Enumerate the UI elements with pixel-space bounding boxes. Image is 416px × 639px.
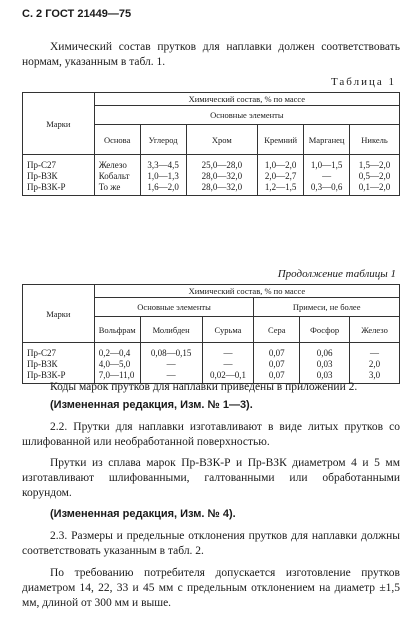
table-cell: Пр-С27	[23, 343, 95, 359]
table-cell: 2,0	[350, 358, 400, 369]
table-cell: 0,03	[300, 358, 350, 369]
table1	[22, 92, 400, 196]
table-row	[23, 181, 400, 196]
table-cell: 3,0	[350, 369, 400, 384]
table1b-col-header: Фосфор	[300, 317, 350, 343]
table-cell: 1,0—1,5	[304, 155, 350, 171]
paragraph-2-2: 2.2. Прутки для наплавки изготавливают в виде литых прутков со шлифованной или необработанной поверхностью.	[22, 421, 400, 448]
table1b-col-header: Молибден	[140, 317, 202, 343]
table-cell: 2,0—2,7	[258, 170, 304, 181]
table1b-impurities-header: Примеси, не более	[254, 298, 400, 317]
table-cell: —	[350, 343, 400, 359]
table-cell: 0,3—0,6	[304, 181, 350, 196]
table-cell: 0,08—0,15	[140, 343, 202, 359]
table1-caption: Таблица 1	[330, 76, 396, 88]
table1b-main-header: Основные элементы	[94, 298, 254, 317]
table-cell: 1,6—2,0	[140, 181, 186, 196]
table1b-caption: Продолжение таблицы 1	[277, 268, 396, 280]
table-cell: 0,07	[254, 343, 300, 359]
intro-paragraph: Химический состав прутков для наплавки должен соответствовать нормам, указанным в табл. 1.	[22, 41, 400, 68]
table-cell: 0,2—0,4	[94, 343, 140, 359]
table-cell: Пр-С27	[23, 155, 95, 171]
table-cell: 4,0—5,0	[94, 358, 140, 369]
table-cell: 28,0—32,0	[186, 181, 258, 196]
table-cell: —	[140, 358, 202, 369]
table-row	[23, 155, 400, 171]
paragraph-customer-request: По требованию потребителя допускается изготовление прутков диаметром 14, 22, 33 и 45 мм с предельным отклонением на диаметр ±1,5 мм, длиной от 300 мм и выше.	[22, 567, 400, 609]
table1-col-header: Кремний	[258, 125, 304, 155]
table-cell: —	[202, 358, 254, 369]
table-cell: 25,0—28,0	[186, 155, 258, 171]
table1-col-header: Никель	[350, 125, 400, 155]
table-cell: Железо	[94, 155, 140, 171]
table-cell: 28,0—32,0	[186, 170, 258, 181]
table-cell: 0,02—0,1	[202, 369, 254, 384]
table-cell: 0,07	[254, 358, 300, 369]
table-row	[23, 358, 400, 369]
table1b-chem-header: Химический состав, % по массе	[94, 285, 399, 298]
table-cell: 1,2—1,5	[258, 181, 304, 196]
table-cell: 1,0—1,3	[140, 170, 186, 181]
table-cell: —	[140, 369, 202, 384]
table-cell: 0,03	[300, 369, 350, 384]
table1-main-header: Основные элементы	[94, 106, 399, 125]
table-cell: —	[202, 343, 254, 359]
table1-col-header: Хром	[186, 125, 258, 155]
table-row	[23, 170, 400, 181]
table-cell: 0,5—2,0	[350, 170, 400, 181]
table-cell: Кобальт	[94, 170, 140, 181]
table1-col-header: Углерод	[140, 125, 186, 155]
table-cell: Пр-ВЗК	[23, 358, 95, 369]
table-cell: Пр-ВЗК	[23, 170, 95, 181]
table1-col-header: Марганец	[304, 125, 350, 155]
paragraph-alloy-rods: Прутки из сплава марок Пр-ВЗК-Р и Пр-ВЗК диаметром 4 и 5 мм изготавливают шлифованными, галтованными или обработанными корундом.	[22, 457, 400, 499]
table-cell: Пр-ВЗК-Р	[23, 369, 95, 384]
table1-continued	[22, 284, 400, 384]
table-cell: 3,3—4,5	[140, 155, 186, 171]
table-cell: То же	[94, 181, 140, 196]
revision-note-2: (Измененная редакция, Изм. № 4).	[50, 508, 236, 520]
table-cell: 1,5—2,0	[350, 155, 400, 171]
page-header: С. 2 ГОСТ 21449—75	[22, 8, 132, 20]
table-cell: —	[304, 170, 350, 181]
table1b-marka-header: Марки	[23, 285, 95, 343]
table1-marka-header: Марки	[23, 93, 95, 155]
paragraph-codes: Коды марок прутков для наплавки приведены в приложении 2.	[50, 381, 358, 393]
table1b-col-header: Вольфрам	[94, 317, 140, 343]
table1-chem-header: Химический состав, % по массе	[94, 93, 399, 106]
table-cell: 0,07	[254, 369, 300, 384]
table1b-col-header: Сурьма	[202, 317, 254, 343]
paragraph-2-3: 2.3. Размеры и предельные отклонения прутков для наплавки должны соответствовать указанным в табл. 2.	[22, 530, 400, 557]
table-cell: 1,0—2,0	[258, 155, 304, 171]
table1b-col-header: Сера	[254, 317, 300, 343]
table-cell: Пр-ВЗК-Р	[23, 181, 95, 196]
table-cell: 0,1—2,0	[350, 181, 400, 196]
table-row	[23, 343, 400, 359]
table-cell: 7,0—11,0	[94, 369, 140, 384]
revision-note-1: (Измененная редакция, Изм. № 1—3).	[50, 399, 253, 411]
table1b-col-header: Железо	[350, 317, 400, 343]
table-cell: 0,06	[300, 343, 350, 359]
table1-col-header: Основа	[94, 125, 140, 155]
